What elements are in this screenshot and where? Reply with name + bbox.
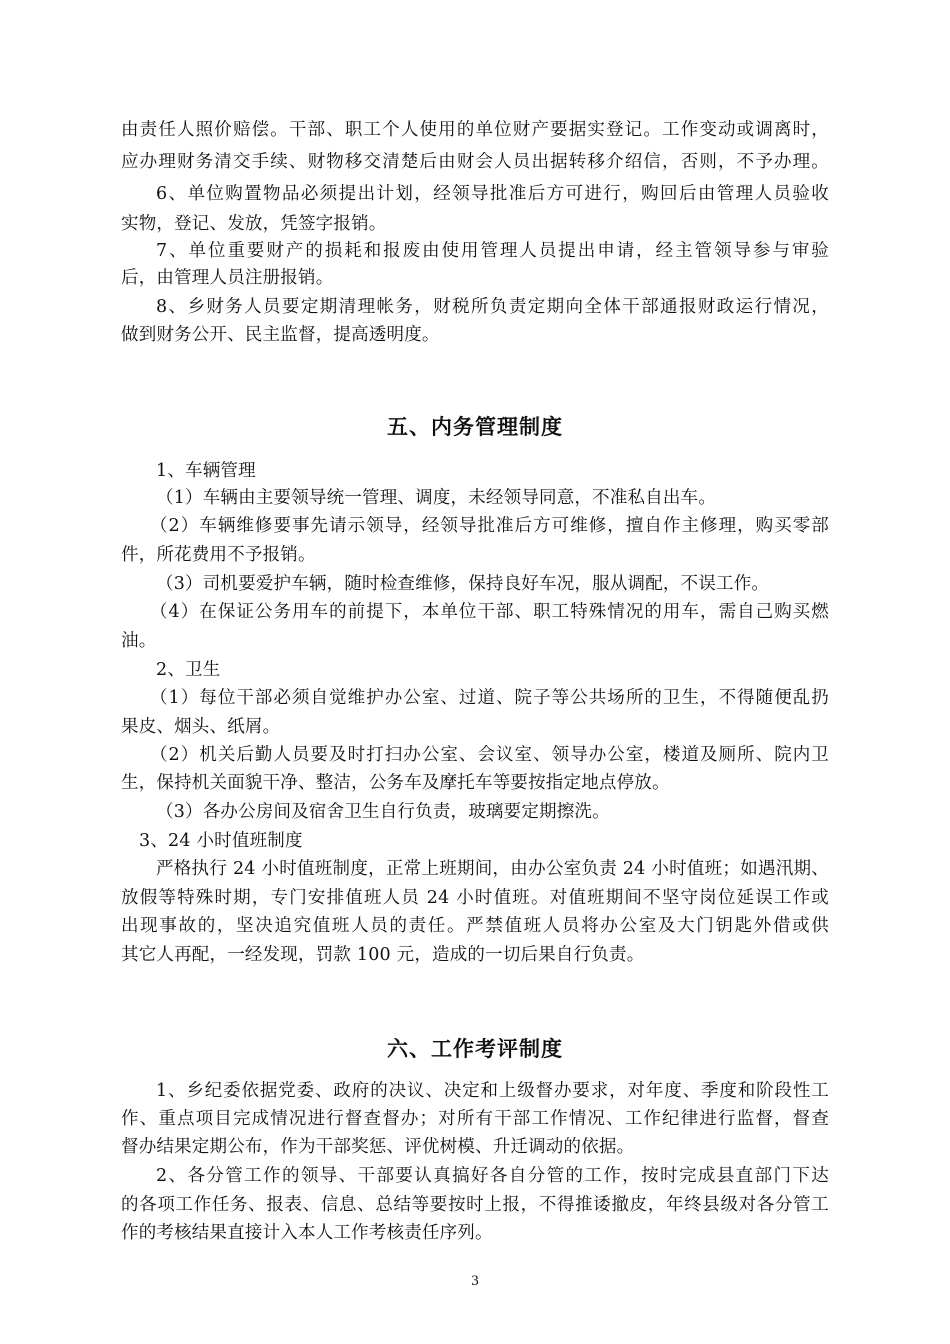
text-line: 应办理财务清交手续、财物移交清楚后由财会人员出据转移介绍信，否则，不予办理。 — [121, 152, 829, 172]
text-line: 作的考核结果直接计入本人工作考核责任序列。 — [121, 1223, 493, 1243]
text-line: 的各项工作任务、报表、信息、总结等要按时上报，不得推诿撤皮，年终县级对各分管工 — [121, 1195, 829, 1215]
page-number: 3 — [471, 1273, 479, 1289]
text-line: 其它人再配，一经发现，罚款 100 元，造成的一切后果自行负责。 — [121, 945, 645, 965]
text-line: 2、各分管工作的领导、干部要认真搞好各自分管的工作，按时完成县直部门下达 — [156, 1166, 829, 1186]
text-line: （1）车辆由主要领导统一管理、调度，未经领导同意，不准私自出车。 — [156, 488, 717, 508]
text-line: 后，由管理人员注册报销。 — [121, 268, 334, 288]
text-line: 件，所花费用不予报销。 — [121, 545, 316, 565]
text-line: （2）机关后勤人员要及时打扫办公室、会议室、领导办公室，楼道及厕所、院内卫 — [150, 745, 829, 765]
text-line: （2）车辆维修要事先请示领导，经领导批准后方可维修，擅自作主修理，购买零部 — [150, 516, 829, 536]
text-line: 1、乡纪委依据党委、政府的决议、决定和上级督办要求，对年度、季度和阶段性工 — [156, 1081, 829, 1101]
text-line: 严格执行 24 小时值班制度，正常上班期间，由办公室负责 24 小时值班；如遇汛期、 — [156, 859, 829, 879]
subsection-title: 1、车辆管理 — [156, 461, 256, 481]
text-line: 放假等特殊时期，专门安排值班人员 24 小时值班。对值班期间不坚守岗位延误工作或 — [121, 888, 829, 908]
text-line: 做到财务公开、民主监督，提高透明度。 — [121, 325, 440, 345]
text-line: （3）司机要爱护车辆，随时检查维修，保持良好车况，服从调配，不误工作。 — [156, 574, 770, 594]
text-line: 果皮、烟头、纸屑。 — [121, 717, 281, 737]
text-line: （4）在保证公务用车的前提下，本单位干部、职工特殊情况的用车，需自己购买燃 — [150, 602, 829, 622]
text-line: 6、单位购置物品必须提出计划，经领导批准后方可进行，购回后由管理人员验收 — [156, 184, 829, 204]
text-line: 出现事故的，坚决追究值班人员的责任。严禁值班人员将办公室及大门钥匙外借或供 — [121, 916, 829, 936]
text-line: （3）各办公房间及宿舍卫生自行负责，玻璃要定期擦洗。 — [156, 802, 610, 822]
text-line: 作、重点项目完成情况进行督查督办；对所有干部工作情况、工作纪律进行监督，督查 — [121, 1109, 829, 1129]
text-line: 由责任人照价赔偿。干部、职工个人使用的单位财产要据实登记。工作变动或调离时， — [121, 120, 829, 140]
text-line: （1）每位干部必须自觉维护办公室、过道、院子等公共场所的卫生，不得随便乱扔 — [150, 688, 829, 708]
text-line: 8、乡财务人员要定期清理帐务，财税所负责定期向全体干部通报财政运行情况， — [156, 297, 829, 317]
subsection-title: 2、卫生 — [156, 660, 221, 680]
text-line: 7、单位重要财产的损耗和报废由使用管理人员提出申请，经主管领导参与审验 — [156, 241, 829, 261]
text-line: 实物，登记、发放，凭签字报销。 — [121, 214, 387, 234]
text-line: 油。 — [121, 631, 157, 651]
section-heading: 五、内务管理制度 — [387, 415, 563, 439]
section-heading: 六、工作考评制度 — [387, 1037, 563, 1061]
text-line: 生，保持机关面貌干净、整洁，公务车及摩托车等要按指定地点停放。 — [121, 773, 670, 793]
subsection-title: 3、24 小时值班制度 — [139, 831, 303, 851]
text-line: 督办结果定期公布，作为干部奖惩、评优树模、升迁调动的依据。 — [121, 1137, 635, 1157]
